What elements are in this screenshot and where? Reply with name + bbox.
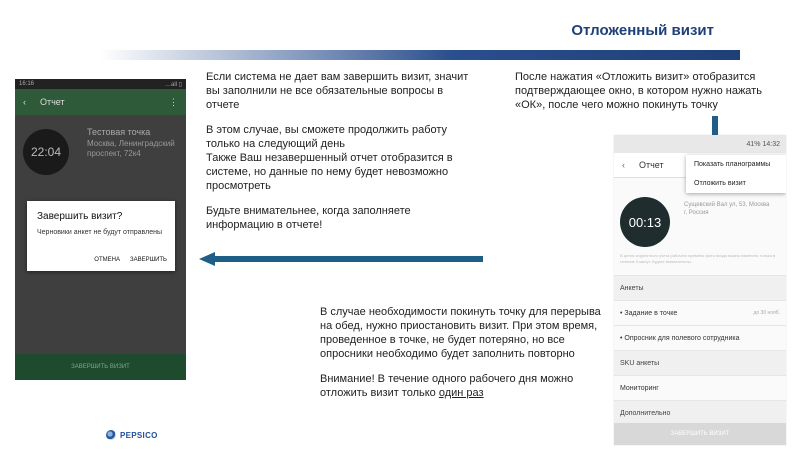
text-block-top-left xyxy=(206,70,476,232)
store-info xyxy=(87,127,177,159)
list-item[interactable]: SKU анкеты xyxy=(614,350,786,375)
status-time: 16:16 xyxy=(19,81,35,87)
finish-visit-dialog xyxy=(27,201,175,271)
store-address: Сущевский Вал ул, 53, Москва г, Россия xyxy=(684,202,770,216)
help-text: В целях корректного учета рабочего времени фото входа можно изменить только в течение 5 минут. Будьте внимательны. xyxy=(620,253,776,264)
app-title: Отчет xyxy=(40,97,65,107)
app-bar xyxy=(15,89,186,115)
text-p1: Если система не дает вам завершить визит, значит вы заполнили не все обязательные вопросы в отчете xyxy=(206,71,469,111)
list-item[interactable]: • Опросник для полевого сотрудника xyxy=(614,325,786,350)
list-item[interactable]: Дополнительно xyxy=(614,400,786,425)
text-bottom-p1: В случае необходимости покинуть точку для перерыва на обед, нужно приостановить визит. При этом время, проведенное в точке, не будет потеряно, но все опросники необходимо будет заполнить повторно xyxy=(320,306,601,360)
text-bottom-p2 xyxy=(320,372,610,400)
list-item[interactable]: Анкеты xyxy=(614,275,786,300)
list-item[interactable]: • Задание в точке до 30 нояб. xyxy=(614,300,786,325)
finish-visit-button[interactable]: ЗАВЕРШИТЬ ВИЗИТ xyxy=(15,354,186,380)
logo-text: PEPSICO xyxy=(120,430,158,440)
more-vert-icon[interactable]: ⋮ xyxy=(169,96,178,107)
phone-right-screenshot xyxy=(614,135,786,445)
text-block-bottom xyxy=(320,305,610,400)
text-p2b: Также Ваш незавершенный отчет отобразится в системе, но данные по нему будет невозможно просмотреть xyxy=(206,152,453,192)
finish-visit-button[interactable]: ЗАВЕРШИТЬ ВИЗИТ xyxy=(614,423,786,445)
overflow-menu xyxy=(686,155,786,193)
store-name: Тестовая точка xyxy=(87,127,151,137)
app-title: Отчет xyxy=(639,160,664,170)
arrow-left-icon xyxy=(199,252,483,266)
back-arrow-icon[interactable]: ‹ xyxy=(23,97,26,107)
menu-item-show-planograms[interactable]: Показать планограммы xyxy=(694,161,771,168)
status-icons: …all ▯ xyxy=(165,81,182,88)
back-arrow-icon[interactable]: ‹ xyxy=(622,160,625,170)
store-address: Москва, Ленинградский проспект, 72к4 xyxy=(87,139,175,158)
text-p2 xyxy=(206,123,476,193)
text-bottom-p2-prefix: Внимание! В течение одного рабочего дня можно отложить визит только xyxy=(320,373,574,399)
text-p2a: В этом случае, вы сможете продолжить работу только на следующий день xyxy=(206,124,448,150)
dialog-cancel-button[interactable]: ОТМЕНА xyxy=(94,257,120,263)
text-bottom-p2-underlined: один раз xyxy=(438,387,484,399)
phone-left-screenshot xyxy=(15,79,186,380)
pepsico-globe-icon xyxy=(106,430,116,440)
dialog-confirm-button[interactable]: ЗАВЕРШИТЬ xyxy=(129,257,167,263)
pepsico-logo xyxy=(106,430,158,440)
visit-timer: 22:04 xyxy=(23,129,69,175)
text-p3: Будьте внимательнее, когда заполняете информацию в отчете! xyxy=(206,205,411,231)
report-sections-list xyxy=(614,275,786,425)
slide-title: Отложенный визит xyxy=(571,22,714,39)
menu-item-postpone-visit[interactable]: Отложить визит xyxy=(694,180,746,187)
dialog-title: Завершить визит? xyxy=(37,211,123,222)
visit-timer: 00:13 xyxy=(620,197,670,247)
title-underline-bar xyxy=(100,50,740,60)
dialog-message: Черновики анкет не будут отправлены xyxy=(37,229,162,236)
text-block-top-right: После нажатия «Отложить визит» отобразится подтверждающее окно, в котором нужно нажать «ОК», после чего можно покинуть точку xyxy=(515,71,762,111)
list-item[interactable]: Мониторинг xyxy=(614,375,786,400)
status-bar xyxy=(15,79,186,89)
status-bar: 41% 14:32 xyxy=(614,135,786,153)
